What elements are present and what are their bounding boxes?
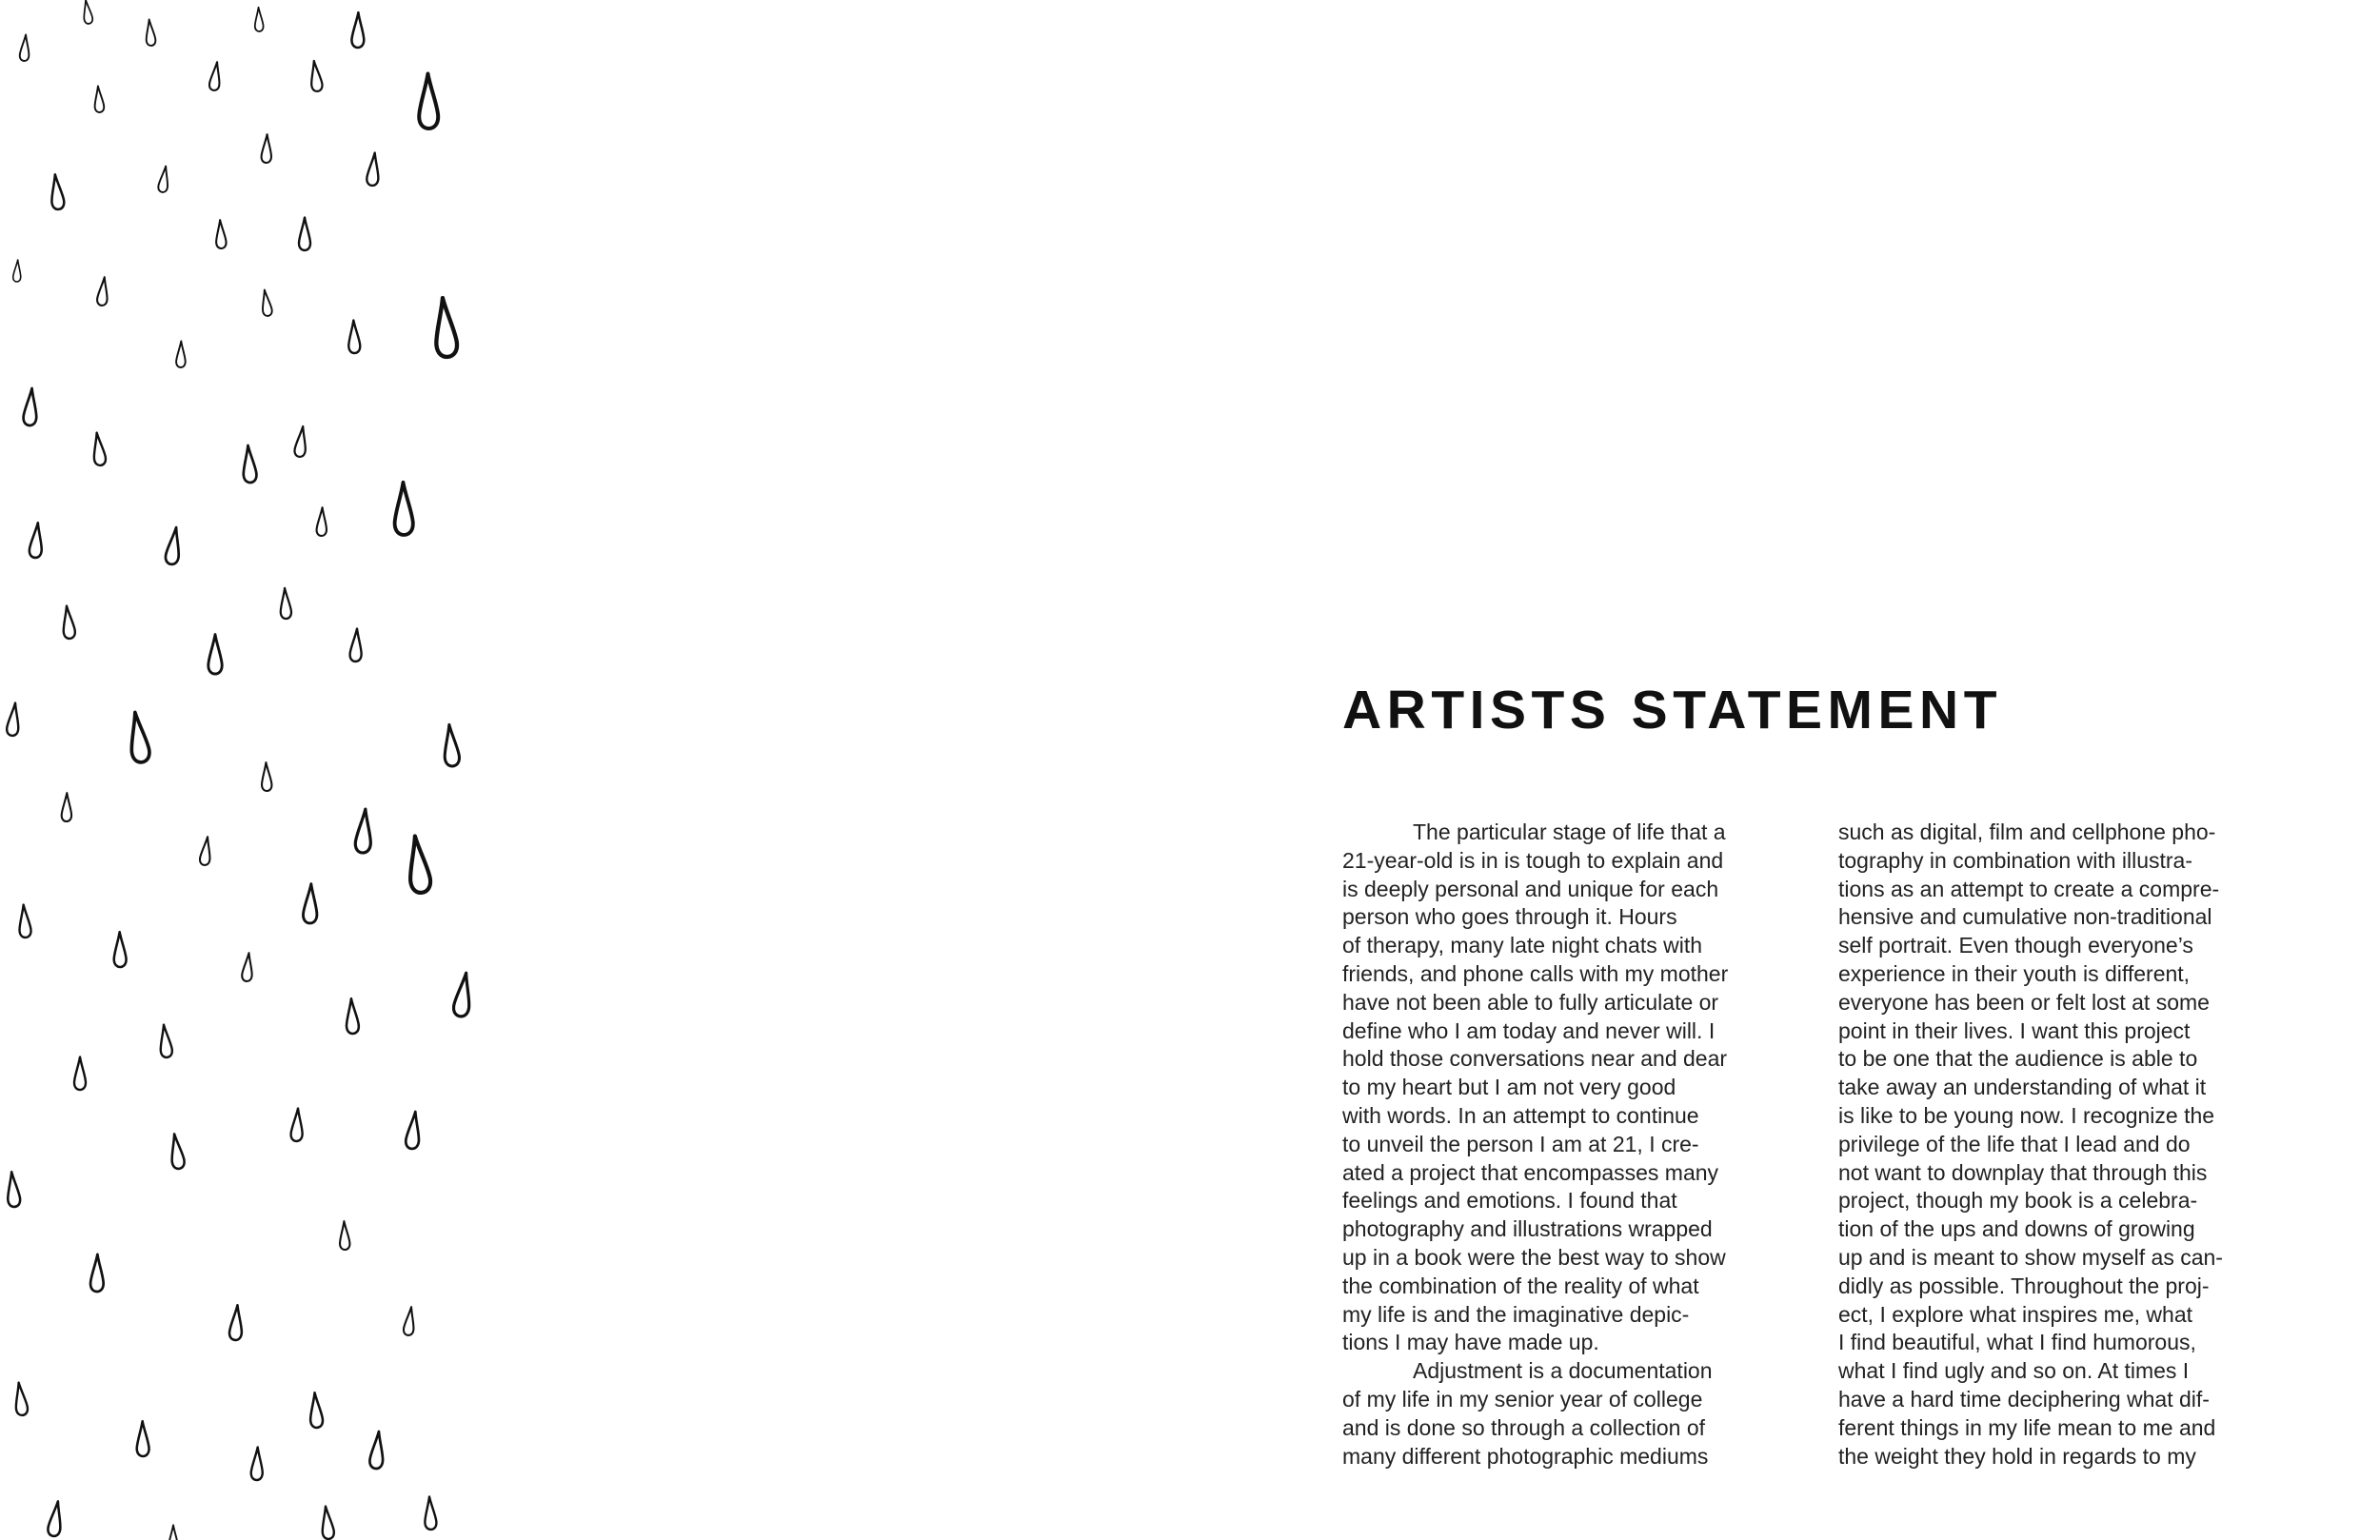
- raindrop-icon: [23, 387, 38, 425]
- raindrop-icon: [339, 1221, 349, 1250]
- text-line: photography and illustrations wrapped: [1342, 1216, 1713, 1242]
- raindrop-icon: [418, 73, 438, 128]
- text-line: to my heart but I am not very good: [1342, 1075, 1676, 1100]
- text-line: tions I may have made up.: [1342, 1330, 1599, 1355]
- text-line: tion of the ups and downs of growing: [1838, 1216, 2195, 1242]
- text-line: with words. In an attempt to continue: [1342, 1102, 1699, 1128]
- raindrop-icon: [308, 1392, 323, 1429]
- text-line: my life is and the imaginative depic-: [1342, 1301, 1690, 1327]
- text-line: feelings and emotions. I found that: [1342, 1188, 1677, 1214]
- raindrop-icon: [199, 837, 212, 866]
- raindrop-icon: [432, 297, 458, 358]
- body-column-left: [1342, 819, 1790, 1471]
- raindrop-icon: [294, 425, 308, 457]
- text-line: up in a book were the best way to show: [1342, 1244, 1726, 1270]
- text-line: and is done so through a collection of: [1342, 1414, 1706, 1440]
- text-line: to be one that the audience is able to: [1838, 1046, 2198, 1072]
- text-line: didly as possible. Throughout the proj-: [1838, 1273, 2210, 1298]
- raindrop-icon: [369, 1431, 386, 1469]
- raindrop-icon: [18, 904, 31, 938]
- raindrop-icon: [303, 883, 318, 923]
- raindrop-icon: [452, 972, 473, 1017]
- text-line: is like to be young now. I recognize the: [1838, 1102, 2215, 1128]
- raindrop-icon: [215, 220, 227, 248]
- text-line: tography in combination with illustra-: [1838, 847, 2193, 873]
- raindrop-icon: [145, 19, 156, 46]
- raindrop-icon: [279, 588, 291, 620]
- raindrop-icon: [47, 1501, 64, 1537]
- text-line: up and is meant to show myself as can-: [1838, 1244, 2223, 1270]
- raindrop-icon: [349, 628, 363, 661]
- page-title: ARTISTS STATEMENT: [1342, 680, 2003, 740]
- text-line: the weight they hold in regards to my: [1838, 1443, 2196, 1469]
- raindrop-icon: [91, 432, 107, 466]
- raindrop-icon: [62, 793, 72, 821]
- text-line: many different photographic mediums: [1342, 1443, 1709, 1469]
- raindrop-icon: [299, 218, 310, 251]
- raindrop-icon: [290, 1108, 304, 1141]
- text-line: tions as an attempt to create a compre-: [1838, 876, 2220, 901]
- raindrop-icon: [158, 1024, 173, 1058]
- raindrop-icon: [208, 635, 222, 674]
- raindrop-icon: [261, 134, 271, 163]
- text-line: Adjustment is a documentation: [1413, 1358, 1713, 1384]
- raindrop-icon: [165, 526, 183, 565]
- raindrop-icon: [320, 1506, 335, 1540]
- raindrop-icon: [424, 1496, 437, 1530]
- raindrop-icon: [74, 1057, 86, 1091]
- raindrop-icon: [254, 8, 264, 32]
- raindrop-icon: [308, 60, 323, 91]
- raindrop-icon: [250, 1447, 263, 1480]
- text-line: have a hard time deciphering what dif-: [1838, 1386, 2210, 1412]
- body-column-right: [1838, 819, 2286, 1471]
- text-line: person who goes through it. Hours: [1342, 904, 1677, 930]
- raindrop-icon: [96, 277, 109, 306]
- raindrop-icon: [19, 34, 30, 61]
- raindrop-icon: [403, 1307, 416, 1336]
- raindrop-icon: [394, 483, 413, 536]
- text-line: project, though my book is a celebra-: [1838, 1188, 2198, 1214]
- text-line: point in their lives. I want this project: [1838, 1017, 2191, 1043]
- text-line: friends, and phone calls with my mother: [1342, 960, 1729, 986]
- raindrop-icon: [136, 1421, 149, 1456]
- text-line: ferent things in my life mean to me and: [1838, 1414, 2216, 1440]
- raindrop-icon: [82, 0, 93, 25]
- raindrop-icon: [169, 1525, 178, 1540]
- text-line: such as digital, film and cellphone pho-: [1838, 819, 2216, 844]
- raindrop-icon: [13, 1382, 29, 1416]
- raindrop-icon: [367, 152, 381, 186]
- raindrop-illustration: [0, 0, 495, 1540]
- raindrop-icon: [61, 605, 76, 640]
- raindrop-pattern-svg: [0, 0, 495, 1540]
- text-line: hensive and cumulative non-traditional: [1838, 904, 2212, 930]
- raindrop-icon: [49, 174, 65, 210]
- raindrop-icon: [346, 998, 360, 1034]
- text-line: ated a project that encompasses many: [1342, 1159, 1719, 1185]
- raindrop-icon: [405, 1111, 422, 1149]
- raindrop-icon: [90, 1254, 104, 1292]
- text-line: define who I am today and never will. I: [1342, 1017, 1716, 1043]
- text-line: not want to downplay that through this: [1838, 1159, 2208, 1185]
- raindrop-icon: [6, 1172, 21, 1208]
- raindrop-icon: [208, 62, 222, 91]
- text-line: what I find ugly and so on. At times I: [1838, 1358, 2190, 1384]
- text-line: hold those conversations near and dear: [1342, 1046, 1728, 1072]
- text-line: privilege of the life that I lead and do: [1838, 1131, 2191, 1156]
- text-line: experience in their youth is different,: [1838, 960, 2191, 986]
- raindrop-icon: [113, 932, 126, 967]
- raindrop-icon: [228, 1305, 243, 1341]
- text-line: the combination of the reality of what: [1342, 1273, 1699, 1298]
- text-line: everyone has been or felt lost at some: [1838, 989, 2210, 1015]
- text-line: 21-year-old is in is tough to explain and: [1342, 847, 1724, 873]
- raindrop-icon: [176, 341, 186, 367]
- text-line: The particular stage of life that a: [1413, 819, 1726, 844]
- raindrop-icon: [6, 702, 21, 737]
- raindrop-icon: [316, 507, 327, 536]
- raindrop-icon: [12, 260, 21, 282]
- text-line: of my life in my senior year of college: [1342, 1386, 1703, 1412]
- raindrop-icon: [127, 711, 151, 763]
- raindrop-icon: [347, 320, 360, 353]
- raindrop-icon: [351, 12, 364, 48]
- text-line: of therapy, many late night chats with: [1342, 933, 1702, 958]
- raindrop-icon: [260, 289, 272, 317]
- raindrop-icon: [242, 444, 257, 483]
- text-line: to unveil the person I am at 21, I cre-: [1342, 1131, 1699, 1156]
- text-line: I find beautiful, what I find humorous,: [1838, 1330, 2196, 1355]
- raindrop-icon: [406, 835, 432, 894]
- text-line: have not been able to fully articulate or: [1342, 989, 1719, 1015]
- raindrop-icon: [355, 809, 373, 854]
- raindrop-icon: [93, 86, 105, 112]
- raindrop-icon: [169, 1134, 186, 1170]
- text-line: take away an understanding of what it: [1838, 1075, 2207, 1100]
- text-line: is deeply personal and unique for each: [1342, 876, 1719, 901]
- raindrop-icon: [29, 523, 44, 559]
- text-line: self portrait. Even though everyone’s: [1838, 933, 2193, 958]
- raindrop-icon: [158, 166, 170, 193]
- text-line: ect, I explore what inspires me, what: [1838, 1301, 2192, 1327]
- raindrop-icon: [242, 953, 254, 982]
- raindrop-icon: [442, 724, 460, 767]
- raindrop-icon: [261, 762, 271, 791]
